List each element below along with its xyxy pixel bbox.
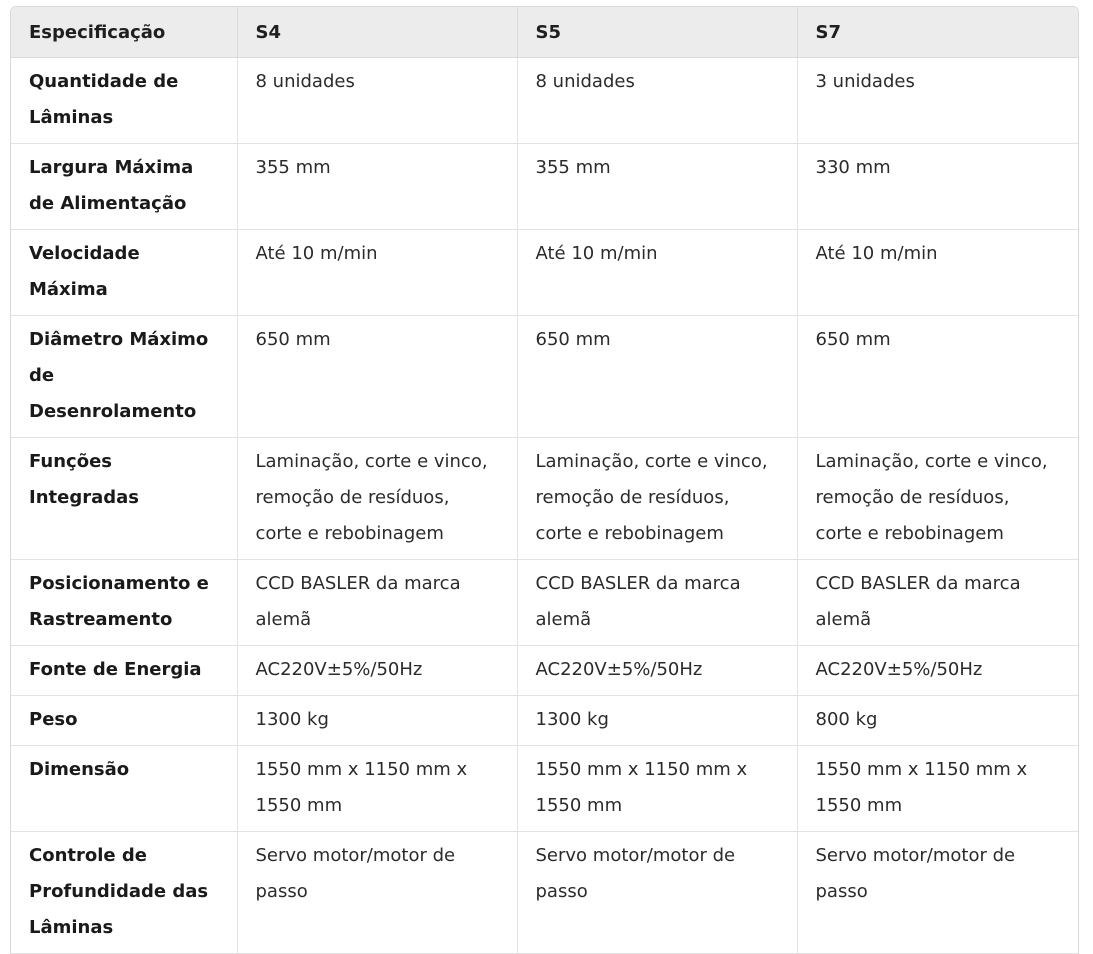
row-label: Funções Integradas	[11, 438, 237, 560]
cell-s7: Servo motor/motor de passo	[797, 832, 1078, 954]
table-row	[11, 560, 1078, 646]
cell-s5: Servo motor/motor de passo	[517, 832, 797, 954]
table-row	[11, 746, 1078, 832]
cell-s7: 800 kg	[797, 696, 1078, 746]
cell-s7: 1550 mm x 1150 mm x 1550 mm	[797, 746, 1078, 832]
cell-s7: 650 mm	[797, 316, 1078, 438]
cell-s5: CCD BASLER da marca alemã	[517, 560, 797, 646]
cell-s5: 1550 mm x 1150 mm x 1550 mm	[517, 746, 797, 832]
table-row	[11, 58, 1078, 144]
table-header	[11, 7, 1078, 58]
cell-s7: 3 unidades	[797, 58, 1078, 144]
row-label: Fonte de Energia	[11, 646, 237, 696]
row-label: Velocidade Máxima	[11, 230, 237, 316]
cell-s4: AC220V±5%/50Hz	[237, 646, 517, 696]
cell-s4: Até 10 m/min	[237, 230, 517, 316]
cell-s5: Até 10 m/min	[517, 230, 797, 316]
cell-s7: AC220V±5%/50Hz	[797, 646, 1078, 696]
table-row	[11, 316, 1078, 438]
header-s4: S4	[237, 7, 517, 58]
cell-s5: 1300 kg	[517, 696, 797, 746]
cell-s5: 8 unidades	[517, 58, 797, 144]
cell-s5: 355 mm	[517, 144, 797, 230]
cell-s7: Até 10 m/min	[797, 230, 1078, 316]
header-row	[11, 7, 1078, 58]
cell-s4: CCD BASLER da marca alemã	[237, 560, 517, 646]
table-row	[11, 646, 1078, 696]
cell-s4: Laminação, corte e vinco, remoção de resíduos, corte e rebobinagem	[237, 438, 517, 560]
table-body	[11, 58, 1078, 954]
header-spec: Especificação	[11, 7, 237, 58]
row-label: Quantidade de Lâminas	[11, 58, 237, 144]
row-label: Peso	[11, 696, 237, 746]
row-label: Posicionamento e Rastreamento	[11, 560, 237, 646]
cell-s4: 1550 mm x 1150 mm x 1550 mm	[237, 746, 517, 832]
row-label: Dimensão	[11, 746, 237, 832]
row-label: Diâmetro Máximo de Desenrolamento	[11, 316, 237, 438]
table-row	[11, 438, 1078, 560]
cell-s4: 650 mm	[237, 316, 517, 438]
row-label: Controle de Profundidade das Lâminas	[11, 832, 237, 954]
cell-s7: Laminação, corte e vinco, remoção de resíduos, corte e rebobinagem	[797, 438, 1078, 560]
cell-s7: CCD BASLER da marca alemã	[797, 560, 1078, 646]
spec-table	[11, 7, 1078, 954]
row-label: Largura Máxima de Alimentação	[11, 144, 237, 230]
cell-s5: Laminação, corte e vinco, remoção de resíduos, corte e rebobinagem	[517, 438, 797, 560]
cell-s5: AC220V±5%/50Hz	[517, 646, 797, 696]
cell-s4: Servo motor/motor de passo	[237, 832, 517, 954]
spec-table-container	[10, 6, 1079, 954]
table-row	[11, 144, 1078, 230]
cell-s4: 355 mm	[237, 144, 517, 230]
header-s7: S7	[797, 7, 1078, 58]
table-row	[11, 230, 1078, 316]
header-s5: S5	[517, 7, 797, 58]
cell-s7: 330 mm	[797, 144, 1078, 230]
cell-s4: 8 unidades	[237, 58, 517, 144]
table-row	[11, 832, 1078, 954]
cell-s5: 650 mm	[517, 316, 797, 438]
cell-s4: 1300 kg	[237, 696, 517, 746]
table-row	[11, 696, 1078, 746]
